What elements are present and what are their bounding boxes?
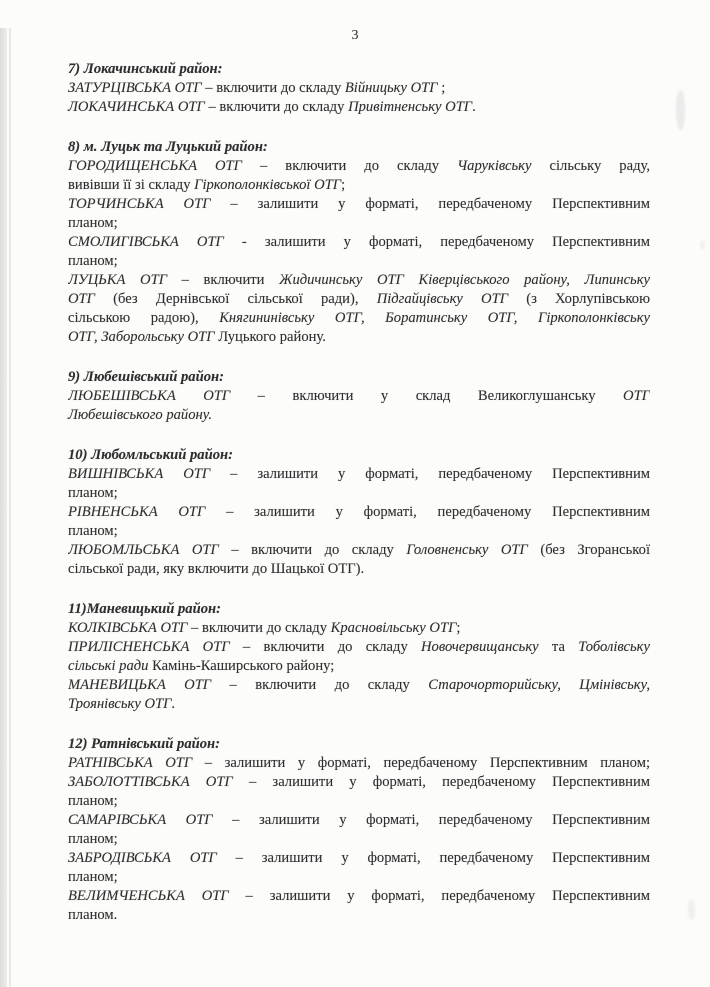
district-heading: 8) м. Луцьк та Луцький район: <box>68 139 268 155</box>
resolution-line <box>68 157 650 176</box>
text-segment: – залишити у форматі, передбаченому Перспективним <box>232 774 650 790</box>
text-segment: планом; <box>68 523 118 539</box>
page-number: 3 <box>351 28 359 43</box>
resolution-item <box>68 887 650 925</box>
district-section <box>68 735 650 925</box>
resolution-item <box>68 849 650 887</box>
text-segment: ОТГ <box>68 291 95 307</box>
resolution-item <box>68 387 650 425</box>
text-segment: . <box>472 99 476 115</box>
resolution-line <box>68 465 650 484</box>
resolution-line <box>68 309 650 328</box>
text-segment: – залишити у форматі, передбаченому Перспективним <box>228 888 650 904</box>
text-segment: ЗАБРОДІВСЬКА ОТГ <box>68 850 217 866</box>
text-segment: Камінь-Каширського району; <box>148 658 335 674</box>
resolution-line <box>68 484 650 503</box>
resolution-line <box>68 638 650 657</box>
text-segment: – включити до складу <box>211 677 429 693</box>
text-segment: та <box>538 639 579 655</box>
text-segment: ЛЮБЕШІВСЬКА ОТГ <box>68 388 231 404</box>
resolution-line <box>68 98 650 117</box>
text-segment: РАТНІВСЬКА ОТГ <box>68 755 193 771</box>
text-segment: Привітненську ОТГ <box>348 99 473 115</box>
resolution-item <box>68 271 650 347</box>
text-segment: Гіркополонківської ОТГ <box>194 177 342 193</box>
text-segment: (без Дернівської сільської ради), <box>94 291 377 307</box>
text-segment: планом; <box>68 831 118 847</box>
resolution-line <box>68 868 650 887</box>
resolution-line <box>68 811 650 830</box>
text-segment: ЗАБОЛОТТІВСЬКА ОТГ <box>68 774 233 790</box>
text-segment: Підгайцівську ОТГ <box>376 291 509 307</box>
resolution-item <box>68 465 650 503</box>
resolution-line <box>68 792 650 811</box>
resolution-line <box>68 657 650 676</box>
scan-artifact <box>688 900 695 920</box>
text-segment: ВЕЛИМЧЕНСЬКА ОТГ <box>68 888 229 904</box>
resolution-item <box>68 773 650 811</box>
district-section <box>68 600 650 714</box>
text-segment: Чаруківську <box>457 158 532 174</box>
resolution-item <box>68 195 650 233</box>
text-segment: МАНЕВИЦЬКА ОТГ <box>68 677 212 693</box>
district-heading: 10) Любомльський район: <box>68 447 233 463</box>
district-section <box>68 368 650 425</box>
text-segment: планом; <box>68 215 118 231</box>
resolution-item <box>68 619 650 638</box>
scan-edge-line <box>9 28 11 987</box>
district-heading: 12) Ратнівський район: <box>68 736 220 752</box>
text-segment: СМОЛИГІВСЬКА ОТГ <box>68 234 224 250</box>
resolution-line <box>68 541 650 560</box>
resolution-item <box>68 503 650 541</box>
scan-artifact <box>676 90 685 130</box>
text-segment: планом; <box>68 485 118 501</box>
text-segment: – включити <box>167 272 280 288</box>
text-segment: (з Хорлупівською <box>508 291 650 307</box>
resolution-line <box>68 503 650 522</box>
text-segment: ПРИЛІСНЕНСЬКА ОТГ <box>68 639 230 655</box>
text-segment: Княгининівську ОТГ, Боратинську ОТГ, Гіркополонківську <box>219 310 650 326</box>
resolution-item <box>68 638 650 676</box>
district-section <box>68 446 650 579</box>
district-section <box>68 138 650 347</box>
resolution-line <box>68 676 650 695</box>
document-body <box>68 60 650 925</box>
text-segment: Старочорторийську, Цмінівську, <box>428 677 650 693</box>
resolution-line <box>68 79 650 98</box>
text-segment: ЛУЦЬКА ОТГ <box>68 272 168 288</box>
text-segment: планом; <box>68 793 118 809</box>
text-segment: – залишити у форматі, передбаченому Перспективним <box>212 812 650 828</box>
text-segment: ; <box>437 80 446 96</box>
text-segment: Красновільську ОТГ <box>330 620 457 636</box>
text-segment: Війницьку ОТГ <box>344 80 438 96</box>
resolution-line <box>68 695 650 714</box>
text-segment: ; <box>341 177 346 193</box>
text-segment: – включити до складу <box>187 620 331 636</box>
text-segment: Новочервищанську <box>421 639 539 655</box>
resolution-item <box>68 157 650 195</box>
text-segment: ЗАТУРЦІВСЬКА ОТГ <box>68 80 202 96</box>
resolution-line <box>68 252 650 271</box>
resolution-line <box>68 176 650 195</box>
resolution-line <box>68 887 650 906</box>
text-segment: (без Згоранської <box>527 542 650 558</box>
resolution-item <box>68 233 650 271</box>
resolution-line <box>68 906 650 925</box>
resolution-line <box>68 214 650 233</box>
resolution-item <box>68 98 650 117</box>
text-segment: планом. <box>68 907 118 923</box>
text-segment: Любешівського району. <box>68 407 212 423</box>
resolution-line <box>68 406 650 425</box>
resolution-item <box>68 541 650 579</box>
resolution-item <box>68 754 650 773</box>
text-segment: КОЛКІВСЬКА ОТГ <box>68 620 188 636</box>
resolution-line <box>68 387 650 406</box>
text-segment: – включити у склад Великоглушанську <box>230 388 624 404</box>
text-segment: сільську раду, <box>531 158 650 174</box>
resolution-line <box>68 271 650 290</box>
resolution-line <box>68 522 650 541</box>
text-segment: – залишити у форматі, передбаченому Перспективним <box>210 466 650 482</box>
district-heading: 7) Локачинський район: <box>68 61 223 77</box>
text-segment: сільські ради <box>68 658 149 674</box>
resolution-line <box>68 328 650 347</box>
resolution-line <box>68 773 650 792</box>
text-segment: . <box>171 696 176 712</box>
text-segment: Троянівську ОТГ <box>68 696 172 712</box>
text-segment: ; <box>456 620 461 636</box>
text-segment: Тоболівську <box>578 639 650 655</box>
text-segment: САМАРІВСЬКА ОТГ <box>68 812 213 828</box>
resolution-line <box>68 233 650 252</box>
resolution-line <box>68 619 650 638</box>
text-segment: – включити до складу <box>218 542 407 558</box>
resolution-line <box>68 560 650 579</box>
text-segment: ТОРЧИНСЬКА ОТГ <box>68 196 211 212</box>
resolution-line <box>68 830 650 849</box>
text-segment: – залишити у форматі, передбаченому Перспективним <box>216 850 650 866</box>
resolution-line <box>68 849 650 868</box>
district-section <box>68 60 650 117</box>
text-segment: – залишити у форматі, передбаченому Перспективним <box>210 196 650 212</box>
text-segment: ЛЮБОМЛЬСЬКА ОТГ <box>68 542 219 558</box>
text-segment: ВИШНІВСЬКА ОТГ <box>68 466 211 482</box>
resolution-line <box>68 290 650 309</box>
district-heading: 11)Маневицький район: <box>68 601 221 617</box>
text-segment: Жидичинську ОТГ Ківерцівського району, Липинську <box>279 272 650 288</box>
text-segment: – включити до складу <box>229 639 422 655</box>
text-segment: планом; <box>68 869 118 885</box>
text-segment: – включити до складу <box>241 158 458 174</box>
district-heading: 9) Любешівський район: <box>68 369 224 385</box>
text-segment: – включити до складу <box>201 80 345 96</box>
resolution-item <box>68 79 650 98</box>
text-segment: ОТГ <box>623 388 650 404</box>
text-segment: сільською радою), <box>68 310 220 326</box>
text-segment: Луцького району. <box>214 329 326 345</box>
text-segment: сільської ради, яку включити до Шацької ОТГ). <box>68 561 365 577</box>
resolution-item <box>68 811 650 849</box>
text-segment: - залишити у форматі, передбаченому Перспективним <box>223 234 650 250</box>
text-segment: РІВНЕНСЬКА ОТГ <box>68 504 206 520</box>
resolution-item <box>68 676 650 714</box>
text-segment: – залишити у форматі, передбаченому Перспективним <box>205 504 650 520</box>
text-segment: – залишити у форматі, передбаченому Перспективним планом; <box>192 755 650 771</box>
text-segment: ЛОКАЧИНСЬКА ОТГ <box>68 99 205 115</box>
scan-artifact <box>700 240 705 250</box>
text-segment: – включити до складу <box>204 99 349 115</box>
text-segment: Головненську ОТГ <box>406 542 528 558</box>
resolution-line <box>68 754 650 773</box>
scan-edge-strip <box>0 28 7 987</box>
text-segment: ГОРОДИЩЕНСЬКА ОТГ <box>68 158 242 174</box>
text-segment: планом; <box>68 253 118 269</box>
resolution-line <box>68 195 650 214</box>
text-segment: ОТГ, Заборольську ОТГ <box>68 329 215 345</box>
text-segment: вивівши її зі складу <box>68 177 195 193</box>
